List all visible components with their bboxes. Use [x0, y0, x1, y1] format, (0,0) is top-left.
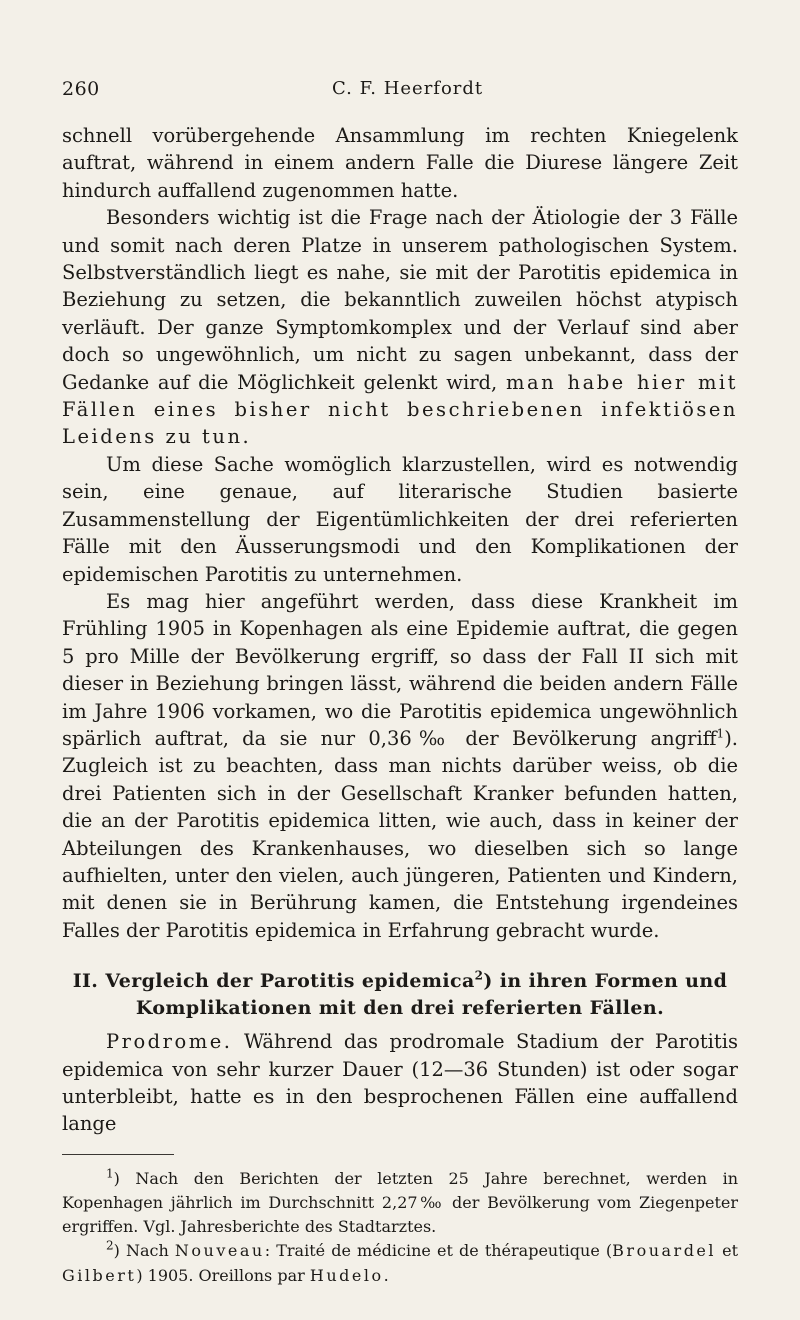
paragraph-text: Besonders wichtig ist die Frage nach der Ätiologie der 3 Fälle und somit nach deren Platze in unserem pathologischen System. Selbstverständlich liegt es nahe, sie mit der Parotitis epidemica in Beziehung zu setzen, die bekanntlich zuweilen höchst atypisch verläuft. Der ganze Symptomkomplex und der Verlauf sind aber doch so ungewöhnlich, um nicht zu sagen unbekannt, dass der Gedanke auf die Möglichkeit gelenkt wird, [62, 206, 738, 394]
footnote-text: et [716, 1241, 739, 1261]
paragraph: schnell vorübergehende Ansammlung im rechten Kniegelenk auftrat, während in einem andern Falle die Diurese längere Zeit hindurch auffallend zugenommen hatte. [62, 124, 738, 202]
footnote-text: : Traité de médicine et de thérapeutique ( [264, 1241, 613, 1261]
footnote-ref: 2 [474, 968, 484, 983]
paragraph: Um diese Sache womöglich klarzustellen, wird es notwendig sein, eine genaue, auf literarische Studien basierte Zusammenstellung der Eigentümlichkeiten der drei referierten Fälle mit den Äusserungsmodi und den Komplikationen der epidemischen Parotitis zu unternehmen. [62, 452, 738, 586]
paragraph [62, 588, 738, 944]
spaced-emphasis: Brouardel [612, 1241, 717, 1261]
section-heading [62, 968, 738, 1022]
footnote-ref: 1 [716, 726, 725, 741]
footnote-text: ) 1905. Oreillons par [136, 1265, 310, 1285]
footnote-text: . [383, 1265, 389, 1285]
book-page [62, 78, 738, 1288]
paragraph [62, 204, 738, 451]
paragraph-text: Es mag hier angeführt werden, dass diese Krankheit im Frühling 1905 in Kopenhagen als eine Epidemie auftrat, die gegen 5 pro Mille der Bevölkerung ergriff, so dass der Fall II sich mit dieser in Beziehung bringen lässt, während die beiden andern Fälle im Jahre 1906 vorkamen, wo die Parotitis epidemica ungewöhnlich spärlich auftrat, da sie nur 0,36‰ der Bevölkerung angriff [62, 589, 738, 750]
section-title-text: ) in ihren Formen und Komplikationen mit den drei referierten Fällen. [135, 970, 728, 1020]
paragraph-text: Während das prodromale Stadium der Parotitis epidemica von sehr kurzer Dauer (12—36 Stunden) ist oder sogar unterbleibt, hatte es in den besprochenen Fällen eine auffallend lange [62, 1030, 738, 1136]
section-number: II. [72, 970, 99, 993]
running-head-author: C. F. Heerfordt [332, 78, 484, 99]
spaced-emphasis: man habe hier mit Fällen eines bisher nicht beschriebenen infektiösen Leidens zu tun. [62, 370, 739, 449]
footnotes [62, 1167, 738, 1288]
footnote-rule [62, 1154, 174, 1155]
main-text [62, 122, 738, 1138]
running-header [62, 78, 738, 108]
footnote [62, 1167, 738, 1240]
page-number: 260 [62, 78, 100, 100]
footnote-mark: 2 [106, 1239, 114, 1254]
footnote-mark: 1 [106, 1166, 114, 1181]
spaced-emphasis: Prodrome. [106, 1030, 233, 1054]
spaced-emphasis: Nouveau [174, 1241, 265, 1261]
section-title-text: Vergleich der Parotitis epidemica [105, 970, 475, 993]
paragraph-text: ). Zugleich ist zu beachten, dass man nichts darüber weiss, ob die drei Patienten sich in der Gesellschaft Kranker befunden hatten, die an der Parotitis epidemica litten, wie auch, dass in keiner der Abteilungen des Krankenhauses, wo dieselben sich so lange aufhielten, unter den vielen, auch jüngeren, Patienten und Kindern, mit denen sie in Berührung kamen, die Entstehung irgendeines Falles der Parotitis epidemica in Erfahrung gebracht wurde. [62, 726, 738, 942]
footnote [62, 1239, 738, 1287]
footnote-text: ) Nach den Berichten der letzten 25 Jahre berechnet, werden in Kopenhagen jährlich im Durchschnitt 2,27‰ der Bevölkerung vom Ziegenpeter ergriffen. Vgl. Jahresberichte des Stadtarztes. [62, 1168, 738, 1237]
footnote-text: ) Nach [113, 1241, 175, 1261]
spaced-emphasis: Gilbert [62, 1265, 137, 1285]
paragraph [62, 1028, 738, 1138]
spaced-emphasis: Hudelo [309, 1265, 384, 1285]
